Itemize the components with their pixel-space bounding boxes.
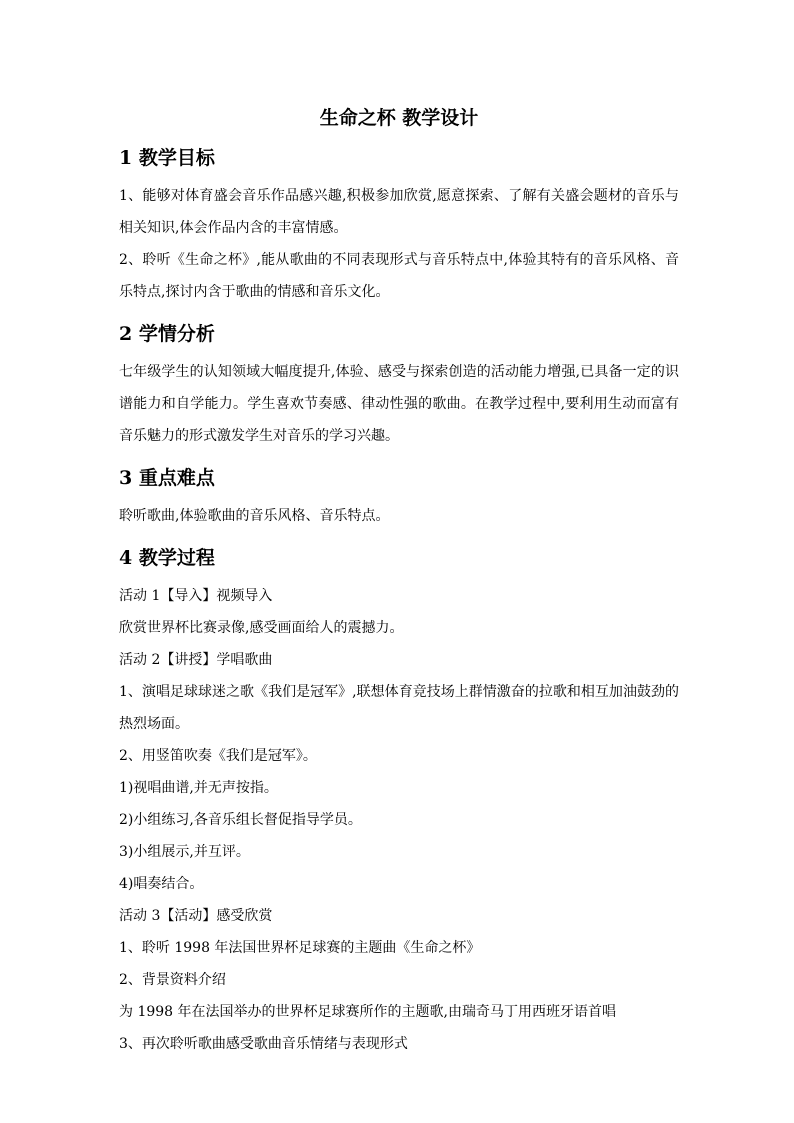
process-step: 4)唱奏结合。 <box>119 876 204 892</box>
activity-1-heading: 活动 1【导入】视频导入 <box>119 588 273 604</box>
process-line: 1、聆听 1998 年法国世界杯足球赛的主题曲《生命之杯》 <box>119 940 481 956</box>
spacer <box>119 308 679 318</box>
objective-paragraph-2: 2、聆听《生命之杯》,能从歌曲的不同表现形式与音乐特点中,体验其特有的音乐风格、音乐特点,探讨内含于歌曲的情感和音乐文化。 <box>119 252 679 300</box>
learner-analysis-paragraph: 七年级学生的认知领域大幅度提升,体验、感受与探索创造的活动能力增强,已具备一定的识谱能力和自学能力。学生喜欢节奏感、律动性强的歌曲。在教学过程中,要利用生动而富有音乐魅力的形式激发学生对音乐的学习兴趣。 <box>119 364 679 444</box>
spacer <box>119 532 679 542</box>
key-points-paragraph: 聆听歌曲,体验歌曲的音乐风格、音乐特点。 <box>119 508 390 524</box>
process-step: 1)视唱曲谱,并无声按指。 <box>119 780 278 796</box>
document-title: 生命之杯 教学设计 <box>319 107 479 129</box>
activity-3-heading: 活动 3【活动】感受欣赏 <box>119 908 273 924</box>
process-line: 2、用竖笛吹奏《我们是冠军》。 <box>119 748 317 764</box>
process-line: 为 1998 年在法国举办的世界杯足球赛所作的主题歌,由瑞奇马丁用西班牙语首唱 <box>119 1004 616 1020</box>
process-line: 3、再次聆听歌曲感受歌曲音乐情绪与表现形式 <box>119 1036 408 1052</box>
objective-paragraph-1: 1、能够对体育盛会音乐作品感兴趣,积极参加欣赏,愿意探索、了解有关盛会题材的音乐与相关知识,体会作品内含的丰富情感。 <box>119 188 679 236</box>
section-heading-teaching-process: 4 教学过程 <box>119 547 215 569</box>
spacer <box>119 452 679 462</box>
document-page <box>119 100 679 1060</box>
section-heading-objectives: 1 教学目标 <box>119 147 215 169</box>
activity-2-heading: 活动 2【讲授】学唱歌曲 <box>119 652 273 668</box>
process-line: 欣赏世界杯比赛录像,感受画面给人的震撼力。 <box>119 620 404 636</box>
process-line: 2、背景资料介绍 <box>119 972 226 988</box>
process-step: 2)小组练习,各音乐组长督促指导学员。 <box>119 812 362 828</box>
process-step: 3)小组展示,并互评。 <box>119 844 250 860</box>
process-paragraph: 1、演唱足球球迷之歌《我们是冠军》,联想体育竞技场上群情激奋的拉歌和相互加油鼓劲的热烈场面。 <box>119 684 679 732</box>
section-heading-key-points: 3 重点难点 <box>119 467 215 489</box>
section-heading-learner-analysis: 2 学情分析 <box>119 323 215 345</box>
